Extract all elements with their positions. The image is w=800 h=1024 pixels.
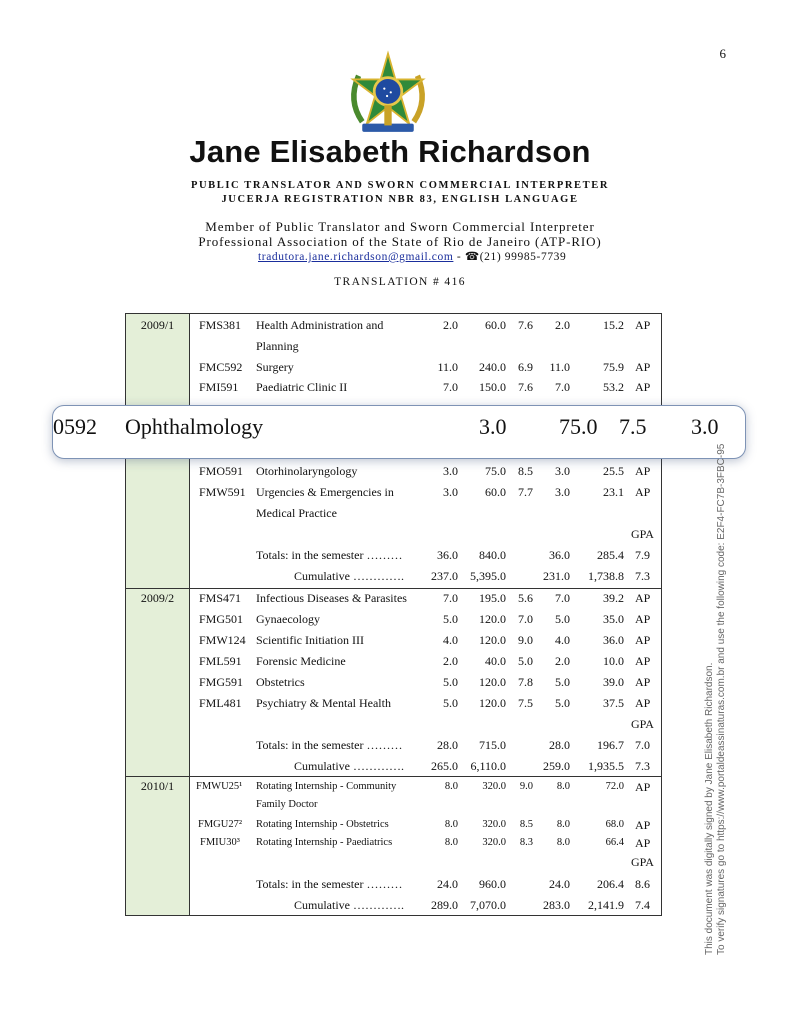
credits: 3.0: [443, 464, 458, 478]
grade: 9.0: [519, 781, 533, 792]
coat-of-arms-seal: [342, 50, 434, 142]
earned: 8.0: [556, 819, 570, 830]
email-link[interactable]: tradutora.jane.richardson@gmail.com: [258, 251, 454, 263]
course-code: FMI591: [199, 380, 239, 394]
earned: 8.0: [556, 837, 570, 848]
semester-label: 2010/1: [140, 779, 175, 793]
credits: 5.0: [443, 675, 458, 689]
status: AP: [635, 654, 651, 668]
earned: 5.0: [555, 696, 570, 710]
earned: 5.0: [555, 612, 570, 626]
points: 53.2: [603, 380, 624, 394]
hours: 75.0: [485, 464, 506, 478]
gpa-header: GPA: [631, 855, 654, 869]
hours: 120.0: [479, 675, 506, 689]
cumulative-label: Cumulative ………….: [294, 569, 404, 583]
grade: 7.6: [518, 380, 533, 394]
course-code: FMO591: [199, 464, 244, 478]
points: 15.2: [603, 318, 624, 332]
magnifier-overlay: [52, 405, 746, 459]
hours: 120.0: [479, 696, 506, 710]
hours: 120.0: [479, 612, 506, 626]
credits: 4.0: [443, 633, 458, 647]
phone-icon: ☎: [464, 251, 480, 263]
cumulative-earned: 259.0: [543, 759, 570, 773]
earned: 7.0: [555, 591, 570, 605]
earned: 5.0: [555, 675, 570, 689]
totals-label: Totals: in the semester ………: [256, 877, 403, 891]
totals-earned: 24.0: [549, 877, 570, 891]
course-name-cont: Planning: [256, 339, 299, 353]
totals-hours: 960.0: [479, 877, 506, 891]
points: 72.0: [605, 781, 624, 792]
cumulative-hours: 7,070.0: [470, 898, 506, 912]
cumulative-points: 1,738.8: [588, 569, 624, 583]
magnified-credits: 3.0: [479, 414, 507, 439]
course-name: Urgencies & Emergencies in: [256, 485, 394, 499]
course-code: FMG501: [199, 612, 244, 626]
status: AP: [635, 464, 651, 478]
totals-earned: 28.0: [549, 738, 570, 752]
course-name: Scientific Initiation III: [256, 633, 364, 647]
earned: 2.0: [555, 318, 570, 332]
points: 36.0: [603, 633, 624, 647]
cumulative-gpa: 7.3: [635, 759, 650, 773]
totals-gpa: 7.0: [635, 738, 650, 752]
points: 68.0: [605, 819, 624, 830]
points: 75.9: [603, 360, 624, 374]
course-name: Health Administration and: [256, 318, 384, 332]
grade: 8.5: [519, 819, 533, 830]
course-code: FMW124: [199, 633, 246, 647]
credits: 8.0: [444, 819, 458, 830]
totals-credits: 28.0: [437, 738, 458, 752]
semester-label: 2009/1: [140, 318, 175, 332]
course-name: Rotating Internship - Paediatrics: [256, 837, 393, 848]
status: AP: [635, 780, 651, 794]
credits: 11.0: [437, 360, 458, 374]
course-code: FMS381: [199, 318, 242, 332]
course-code: FMW591: [199, 485, 246, 499]
grade: 5.6: [518, 591, 533, 605]
cumulative-gpa: 7.3: [635, 569, 650, 583]
status: AP: [635, 318, 651, 332]
gpa-header: GPA: [631, 527, 654, 541]
hours: 150.0: [479, 380, 506, 394]
credits: 8.0: [444, 781, 458, 792]
hours: 320.0: [482, 837, 506, 848]
status: AP: [635, 612, 651, 626]
points: 23.1: [603, 485, 624, 499]
status: AP: [635, 485, 651, 499]
credits: 5.0: [443, 612, 458, 626]
points: 25.5: [603, 464, 624, 478]
status: AP: [635, 633, 651, 647]
cumulative-points: 2,141.9: [588, 898, 624, 912]
magnified-course-code: 0592: [53, 414, 97, 439]
grade: 8.5: [518, 464, 533, 478]
hours: 320.0: [482, 781, 506, 792]
course-name-cont: Medical Practice: [256, 506, 337, 520]
grade: 9.0: [518, 633, 533, 647]
totals-points: 206.4: [597, 877, 624, 891]
status: AP: [635, 380, 651, 394]
cumulative-earned: 231.0: [543, 569, 570, 583]
translator-name: Jane Elisabeth Richardson: [189, 134, 591, 169]
grade: 5.0: [518, 654, 533, 668]
hours: 240.0: [479, 360, 506, 374]
page-number: 6: [719, 46, 726, 61]
course-code: FMWU25¹: [196, 781, 243, 792]
totals-earned: 36.0: [549, 548, 570, 562]
totals-label: Totals: in the semester ………: [256, 738, 403, 752]
magnified-course-name: Ophthalmology: [125, 414, 264, 439]
signature-note-line-1: This document was digitally signed by Jane Elisabeth Richardson.: [704, 662, 715, 955]
cumulative-gpa: 7.4: [635, 898, 650, 912]
credits: 8.0: [444, 837, 458, 848]
cumulative-label: Cumulative ………….: [294, 898, 404, 912]
course-name: Rotating Internship - Community: [256, 781, 397, 792]
cumulative-credits: 289.0: [431, 898, 458, 912]
totals-points: 285.4: [597, 548, 624, 562]
contact-separator: -: [456, 251, 462, 263]
status: AP: [635, 675, 651, 689]
course-code: FMS471: [199, 591, 242, 605]
course-name: Rotating Internship - Obstetrics: [256, 819, 389, 830]
course-name: Psychiatry & Mental Health: [256, 696, 391, 710]
course-code: FMG591: [199, 675, 244, 689]
semester-separator: [126, 588, 661, 589]
totals-credits: 36.0: [437, 548, 458, 562]
points: 39.2: [603, 591, 624, 605]
course-name: Obstetrics: [256, 675, 305, 689]
points: 10.0: [603, 654, 624, 668]
gpa-header: GPA: [631, 717, 654, 731]
cumulative-credits: 265.0: [431, 759, 458, 773]
cumulative-hours: 5,395.0: [470, 569, 506, 583]
hours: 40.0: [485, 654, 506, 668]
title-line-1: PUBLIC TRANSLATOR AND SWORN COMMERCIAL INTERPRETER: [190, 180, 610, 191]
cumulative-credits: 237.0: [431, 569, 458, 583]
totals-label: Totals: in the semester ………: [256, 548, 403, 562]
course-name: Infectious Diseases & Parasites: [256, 591, 407, 605]
semester-separator: [126, 776, 661, 777]
totals-gpa: 7.9: [635, 548, 650, 562]
hours: 60.0: [485, 318, 506, 332]
points: 66.4: [605, 837, 624, 848]
phone-number: (21) 99985-7739: [479, 251, 567, 263]
signature-note-line-2: To verify signatures go to https://www.portaldeassinaturas.com.br and use the following code: E2F4-FC7B-3FBC-95: [716, 443, 727, 955]
status: AP: [635, 818, 651, 832]
cumulative-earned: 283.0: [543, 898, 570, 912]
hours: 320.0: [482, 819, 506, 830]
hours: 120.0: [479, 633, 506, 647]
points: 35.0: [603, 612, 624, 626]
transcript-table: [125, 313, 662, 916]
member-line-1: Member of Public Translator and Sworn Commercial Interpreter: [205, 219, 595, 234]
course-name: Forensic Medicine: [256, 654, 346, 668]
cumulative-label: Cumulative ………….: [294, 759, 404, 773]
course-code: FML481: [199, 696, 242, 710]
points: 37.5: [603, 696, 624, 710]
credits: 2.0: [443, 654, 458, 668]
earned: 7.0: [555, 380, 570, 394]
member-line-2: Professional Association of the State of Rio de Janeiro (ATP-RIO): [198, 234, 602, 249]
totals-hours: 715.0: [479, 738, 506, 752]
grade: 6.9: [518, 360, 533, 374]
hours: 60.0: [485, 485, 506, 499]
earned: 3.0: [555, 485, 570, 499]
course-code: FML591: [199, 654, 242, 668]
credits: 2.0: [443, 318, 458, 332]
totals-points: 196.7: [597, 738, 624, 752]
credits: 7.0: [443, 591, 458, 605]
course-name-cont: Family Doctor: [256, 799, 318, 810]
course-name: Gynaecology: [256, 612, 320, 626]
earned: 3.0: [555, 464, 570, 478]
grade: 7.7: [518, 485, 533, 499]
earned: 4.0: [555, 633, 570, 647]
status: AP: [635, 696, 651, 710]
grade: 8.3: [519, 837, 533, 848]
course-name: Paediatric Clinic II: [256, 380, 348, 394]
grade: 7.0: [518, 612, 533, 626]
course-name: Otorhinolaryngology: [256, 464, 358, 478]
semester-label: 2009/2: [140, 591, 175, 605]
magnified-grade: 7.5: [619, 414, 647, 439]
earned: 11.0: [549, 360, 570, 374]
contact-line: [258, 249, 566, 263]
credits: 3.0: [443, 485, 458, 499]
totals-credits: 24.0: [437, 877, 458, 891]
course-code: FMC592: [199, 360, 243, 374]
totals-hours: 840.0: [479, 548, 506, 562]
magnified-hours: 75.0: [559, 414, 598, 439]
status: AP: [635, 836, 651, 850]
earned: 2.0: [555, 654, 570, 668]
status: AP: [635, 591, 651, 605]
points: 39.0: [603, 675, 624, 689]
course-code: FMIU30³: [200, 837, 240, 848]
hours: 195.0: [479, 591, 506, 605]
credits: 5.0: [443, 696, 458, 710]
cumulative-points: 1,935.5: [588, 759, 624, 773]
grade: 7.6: [518, 318, 533, 332]
title-line-2: JUCERJA REGISTRATION NBR 83, ENGLISH LANGUAGE: [221, 194, 579, 205]
magnified-earned: 3.0: [691, 414, 719, 439]
cumulative-hours: 6,110.0: [470, 759, 506, 773]
earned: 8.0: [556, 781, 570, 792]
course-code: FMGU27²: [198, 819, 242, 830]
course-name: Surgery: [256, 360, 294, 374]
status: AP: [635, 360, 651, 374]
digital-signature-note: [704, 444, 728, 955]
credits: 7.0: [443, 380, 458, 394]
translation-number: TRANSLATION # 416: [334, 276, 466, 288]
grade: 7.8: [518, 675, 533, 689]
grade: 7.5: [518, 696, 533, 710]
totals-gpa: 8.6: [635, 877, 650, 891]
